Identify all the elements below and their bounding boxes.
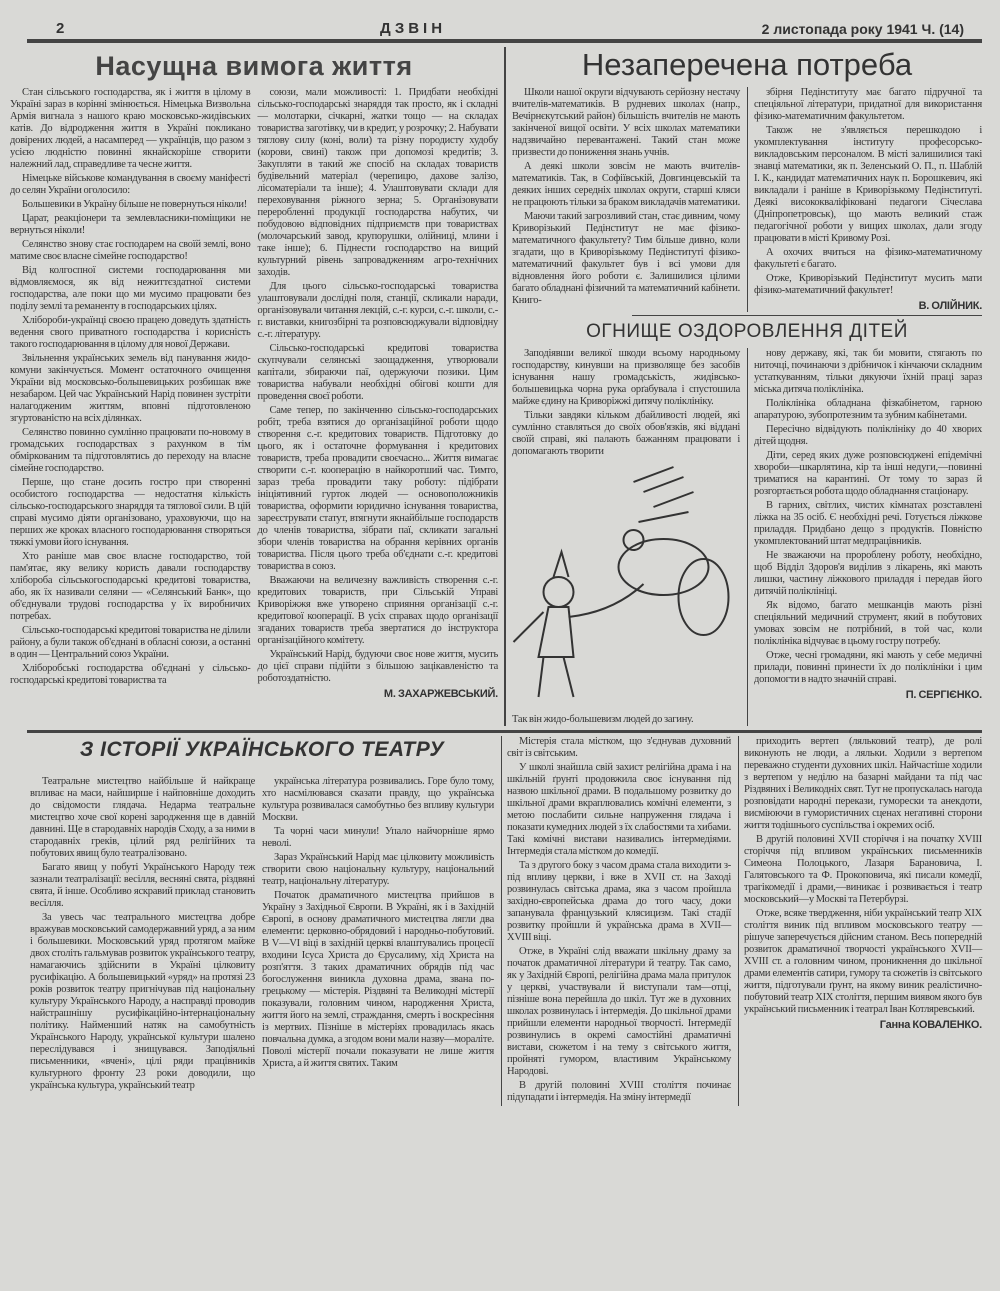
paragraph: Царат, реакціонери та землевласники-поміщики не вернуться ніколи!	[10, 213, 251, 236]
paragraph: Від колгоспної системи господарювання ми відмовляємося, як від нежиттєздатної системи господарства, але поки що ми мусимо працювати без поділу землі та реманенту в господарських цілях.	[10, 265, 251, 312]
paragraph: Український Нарід, будуючи своє нове життя, мусить до цієї справи підійти з більшою зацікавленістю та роботоздатністю.	[257, 649, 498, 684]
author-signature: Ганна КОВАЛЕНКО.	[879, 1019, 982, 1031]
paragraph: Отже, в Україні слід вважати шкільну драму за початок драматичної літератури й театру. Так само, як у Західній Європі, релігійна драма мала притулок у церкві, участвували й виступали там—отці, пізніше вона перейшла до шкіл. Тут же в духовних школах розвинулась і інтермедія. До шкільної драми прийшли елементи народньої творчості. Інтермедії розвинулись в окремі самостійні драматичні вистави, сюжетом і на тему з світського життя, пройняті гумором, властивим Українському Народові.	[507, 946, 731, 1077]
paragraph: За увесь час театрального мистецтва добре вражував московський самодержавний уряд, а за ним і большевики. Московський уряд протягом майже двох століть гальмував розвиток українського театру, намагаючись здійснити в Україні цілковиту русифікацію. А большевицький «уряд» на протязі 23 років розвиток театру пригнічував під національну культуру Українського Народу, а насправді проводив найстрашнішу русифікаційно-інтернаціональну політику. Найменший натяк на самобутність Українського Народу, української культури шалено переслідувався і знищувався. Заподіяльні письменники, «вчені», цілі ряди працівників культурного фронту 23 роки доводили, що українська культура, український театр	[30, 912, 255, 1091]
paragraph: Отже, Криворізький Педінститут мусить мати фізико-математичний факультет!	[754, 273, 982, 296]
paragraph: В гарних, світлих, чистих кімнатах розставлені ліжка на 35 осіб. Є необхідні речі. Готується ліжкове приладдя. Придбано дещо з продуктів. Повністю укомплектований штат медпрацівників.	[754, 500, 982, 547]
paragraph: Хліборобські господарства об'єднані у сільсько-господарські кредитові товариства та	[10, 663, 251, 686]
cartoon-illustration	[512, 462, 740, 712]
cartoon-caption: Так він жидо-большевизм людей до загину.	[512, 714, 694, 725]
article-ognyshche	[512, 320, 982, 726]
article-teatr	[10, 736, 982, 1106]
paragraph: Початок драматичного мистецтва прийшов в Україну з Західньої Європи. В Україні, як і в Західній Європі, в основу драматичного мистецтва лягли два елементи: церковно-обрядовий і народньо-побутовий. В V—VI віці в західній церкві влаштувались процесії входини Ісуса Христа до Єрусалиму, хід Христа на розп'яття. З таких драматичних обрядів під час богослуження виникла духовна драма, звана по-грецькому — містерія. Різдвяні та Великодні містерії показували, головним чином, народження Христа, життя його на землі, страждання, смерть і воскресіння із мертвих. Пізніше в містеріях провадилась якась повчальна думка, а згодом вони мали назву—моралітe. Поволі містерії почали показувати не лише життя Христа, а й життя святих. Таким	[262, 890, 494, 1069]
paragraph: Хто раніше мав своє власне господарство, той пам'ятає, яку велику користь давали господарству хлібороба сільськогосподарські кредитові товариства, або, як їх називали селяни — «Селянський Банк», що об'єднували трудові господарства у їх виробничих потребах.	[10, 551, 251, 622]
paragraph: союзи, мали можливості: 1. Придбати необхідні сільсько-господарські знаряддя так просто, як і складні — молотарки, січкарні, жатки тощо — на складах товариства заготівку, чи в кредит, у розрочку; 2. Набувати тяглову силу (коні, воли) та різну породисту худобу (корови, свині) також при допомозі кредитів; 3. Закупляти в такий же спосіб на складах товариств будівельний матеріал (черепицю, дахове залізо, лісоматеріали та інше); 4. Улаштовувати склади для переховування ріжного зерна; 5. Організовувати переробленні продукції господарства набутих, чи побудовою відповідних підприємств при товариствах (молочарський завод, крупорушки, олійниці, млини і таке інше); 6. Піднести господарство на вищий культурний рівень запровадженням агро-технічних заходів.	[257, 87, 498, 278]
right-column	[506, 47, 982, 726]
article-title: ОГНИЩЕ ОЗДОРОВЛЕННЯ ДІТЕЙ	[586, 321, 908, 342]
article-divider	[632, 315, 982, 316]
paragraph: збірня Педінституту має багато підручної та спеціяльної літератури, придатної для використання фізико-математичним факультетом.	[754, 87, 982, 122]
article-column	[738, 736, 982, 1106]
paragraph: У школі знайшла свій захист релігійна драма і на шкільній ґрунті продовжила своє існування під назвою шкільної драми. В подальшому розвитку до шкільної драми вкраплювались комічні елементи, з метою послабити сильне напруження глядача і показати кумедних людей з їх слабостями та хибами. Такі комічні вистави називались інтермедіями. Інтермедія стала містком до комедії.	[507, 762, 731, 857]
paragraph: В другій половині XVIII століття починає підупадати і інтермедія. На зміну інтермедії	[507, 1080, 731, 1103]
paragraph: українська література розвивались. Горе було тому, хто насмілювався сказати правду, що українська культура розвивалася самобутньо без впливу культури Москви.	[262, 776, 494, 823]
paragraph: Містерія стала містком, що з'єднував духовний світ із світським.	[507, 736, 731, 759]
paragraph: Поліклініка обладнана фізкабінетом, гарною апаратурою, зубопротезним та зубним кабінетами.	[754, 398, 982, 421]
paragraph: Також не з'являється перешкодою і укомплектування інституту професорсько-викладовським персоналом. В місті залишилися такі знавці математики, як п. Зеленський О. П., п. Шаблій І. К., кандидат математичних наук п. Борошкевич, які викладали і раніше в Криворізькому Педінституті. Деякі висококваліфіковані педагоги Січеслава (Дніпропетровськ), що мають великий стаж педагогічної роботи у вищих школах, дали згоду працювати в місті Кривому Розі.	[754, 125, 982, 244]
paragraph: Стан сільського господарства, як і життя в цілому в Україні зараз в корінні змінюється. Німецька Визвольна Армія вигнала з нашого краю московсько-жидівських катів. До відродження життя в Україні покликано довірених людей, а насамперед — українців, що разом з усією людністю повинні якнайскоріше створити належний лад, справедливе та чесне життя.	[10, 87, 251, 170]
paragraph: Для цього сільсько-господарські товариства улаштовували дослідні поля, станції, скликали наради, організовували читання лекцій, с.-г. курси, с.-г. школи, с.-г. виставки, книгозбірні та розповсюджували відповідну с.-г. літературу.	[257, 281, 498, 340]
page-header	[10, 20, 982, 37]
paragraph: А охочих вчиться на фізико-математичному факультеті є багато.	[754, 247, 982, 270]
paragraph: Не зважаючи на пророблену роботу, необхідно, щоб Відділ Здоров'я виділив з лікарень, які мають лишки, частину ліжкового приладдя і передав його дитячій поліклініці.	[754, 550, 982, 597]
article-title: Насущна вимога життя	[95, 51, 413, 81]
paragraph: Діти, серед яких дуже розповсюджені епідемічні хвороби—шкарлятина, кір та інші недуги,—повинні триматися на карантині. От тому то зараз й розгортається робота щодо обладнання стаціонару.	[754, 450, 982, 497]
paragraph: Перше, що стане досить гостро при створенні особистого господарства — недостатня кількість сільсько-господарського знаряддя та тяглової сили. В цій справі мусимо діяти організовано, ураховуючи, що на перших же кроках власного господарювання створяться тяжкі умови його існування.	[10, 477, 251, 548]
paragraph: Большевики в Україну більше не повернуться ніколи!	[22, 199, 248, 210]
article-column	[262, 776, 494, 1106]
article-column	[512, 348, 740, 726]
article-column	[30, 776, 255, 1106]
paragraph: Та з другого боку з часом драма стала виходити з-під впливу церкви, і вже в XVII ст. на Заході розвинулась світська драма, яка з часом пройшла західно-європейська драма до того часу, доки запанувала французький клясицизм. Такі стадії розвитку пройшли й українська драма в XVII—XVIII віці.	[507, 860, 731, 943]
article-column	[501, 736, 731, 1106]
article-title: З ІСТОРІЇ УКРАЇНСЬКОГО ТЕАТРУ	[79, 738, 445, 761]
issue-date: 2 листопада року 1941 Ч. (14)	[761, 21, 964, 37]
paragraph: Багато явищ у побуті Українського Народу теж зазнали театралізації: весілля, весняні свята, різдвяні свята, й інше. Особливо яскравий приклад становить весілля.	[30, 862, 255, 909]
paragraph: приходить вертеп (ляльковий театр), де ролі виконують не люди, а ляльки. Ходили з вертепом переважно студенти духовних шкіл. Найчастіше ходили з вертепом у неділю на базарні майдани та під час Різдвяних і Великодніх свят. Тут не пропускалась нагода розповідати народні перекази, гуморески та анекдоти, висміюючи в гумористичних сценах негативні сторони життя тодішнього суспільства і окремих осіб.	[744, 736, 982, 831]
top-section	[10, 47, 982, 726]
paragraph: Як відомо, багато мешканців мають різні спеціяльний медичний струмент, який в побутових умовах зовсім не потрібний, в той час, коли поліклініка відчуває в цьому гостру потребу.	[754, 600, 982, 647]
article-column	[747, 87, 982, 312]
article-title: Незаперечена потреба	[581, 47, 913, 82]
paragraph: Вважаючи на величезну важливість створення с.-г. кредитових товариств, при Сільській Управі Криворіжжя вже утворено сприяння організації с.-г. кредитової кооперації. В усіх справах щодо організації згаданих товариств треба звертатися до інструктора організаційного комітету.	[257, 575, 498, 646]
paragraph: нову державу, які, так би мовити, стягають по ниточці, починаючи з дрібничок і кінчаючи складним устаткуванням, тільки дякуючи їхній праці зараз міська дитяча поліклініка.	[754, 348, 982, 395]
paragraph: В другій половині XVII сторіччя і на початку XVIII сторіччя під впливом українських письменників Симеона Полоцького, Лазаря Барановича, І. Галятовського та Ф. Прокоповича, які писали комедії, трагікомедії і драми,—виникає і розвивається і театр московський—у Москві та Петербурзі.	[744, 834, 982, 905]
paragraph: Та чорні часи минули! Упало найчорніше ярмо неволі.	[262, 826, 494, 849]
paragraph: Школи нашої округи відчувають серйозну нестачу вчителів-математиків. В рудневих школах (напр., Вечірнєкутський район) більшість вчителів не мають закінченої вищої освіти. У всіх школах математики надзвичайно перевантажені. Такий стан може призвести до пониження знань учнів.	[512, 87, 740, 158]
paragraph: Хлібороби-українці своєю працею доведуть здатність ведення свого приватного господарства і корисність такого господарювання в цілому для нової Держави.	[10, 315, 251, 350]
paragraph: А деякі школи зовсім не мають вчителів-математиків. Так, в Софіївській, Довгинцевській та деяких інших середніх школах округи, старші кляси не працюють тільки за браком викладачів математики.	[512, 161, 740, 208]
page-number: 2	[56, 20, 65, 37]
article-column	[10, 87, 251, 700]
article-column	[747, 348, 982, 726]
paragraph: Звільнення українських земель від панування жидо-комуни закінчується. Момент остаточного очищення України від московсько-большевицьких розбишак вже незабаром. Цей час Український Нарід повинен зустріти налагодженим життям, вповні підготовленою згуртованістю на всіх ділянках.	[10, 353, 251, 424]
paragraph: Зараз Український Нарід має цілковиту можливість створити свою національну культуру, національний театр, національну літературу.	[262, 852, 494, 887]
paragraph: Саме тепер, по закінченню сільсько-господарських робіт, треба взятися до організаційної роботи щодо створення с.-г. кредитових товариств. Підготовку до цього, як і остаточне формування і кредитових товариств, треба провадити своєчасно... Життя вимагає створити с.-г. кооперацію в найкоротший час. Тимто, зараз треба провадити таку роботу: підібрати ініціятивний гурток людей — основоположників товариства, оформити юридично існування товариства, зареєструвати статут, втягнути якнайбільше господарств до членів товариства, зібрати паї, скликати загальні збори членів товариства на обрання керівних органів товариства. Після цього треба об'єднати с.-г. кредитові товариства в союз.	[257, 405, 498, 572]
header-rule	[27, 39, 982, 43]
article-nasushchna	[10, 47, 506, 726]
author-signature: М. ЗАХАРЖЕВСЬКИЙ.	[383, 688, 498, 700]
paragraph: Отже, всяке твердження, ніби український театр XIX століття виник під впливом московського театру — рішуче заперечується дійсним станом. Весь попередній розвиток драматичної творчості українського XVII—XVIII ст. а головним чином, проникнення до шкільної драми елементів сатири, гумору та сюжетів із світського життя, підготували ґрунт, на якому виник реалістично-побутовий театр XIX століття, першим виявом якого був український письменник і театрал Іван Котляревський.	[744, 908, 982, 1015]
paragraph: Німецьке військове командування в своєму маніфесті до селян України оголосило:	[10, 173, 251, 196]
section-rule	[27, 730, 982, 733]
paragraph: Селянство знову стає господарем на своїй землі, воно матиме своє власне сімейне господарство!	[10, 239, 251, 262]
author-signature: В. ОЛІЙНИК.	[918, 300, 982, 312]
author-signature: П. СЕРГІЄНКО.	[905, 689, 982, 701]
article-column	[258, 87, 499, 700]
newspaper-name: ДЗВІН	[379, 20, 447, 37]
paragraph: Пересічно відвідують поліклініку до 40 хворих дітей щодня.	[754, 424, 982, 447]
article-nezaperechena	[512, 47, 982, 316]
paragraph: Сільсько-господарські кредитові товариства скупчували селянські заощадження, утворювали капітали, збираючи паї, одержуючи позики. Цим товариства набували необхідні обігові кошти для проведення своєї роботи.	[257, 343, 498, 402]
paragraph: Сільсько-господарські кредитові товариства не ділили району, а були також об'єднані в обласні союзи, а останні в один — Центральний союз України.	[10, 625, 251, 660]
paragraph: Отже, чесні громадяни, які мають у себе медичні прилади, повинні принести їх до поліклініки і цим допомогти в надто значній справі.	[754, 650, 982, 685]
paragraph: Тільки завдяки кільком дбайливості людей, які сумлінно ставляться до своїх обов'язків, які віддані своїй справі, які палають бажанням працювати і допомагають творити	[512, 410, 740, 457]
paragraph: Маючи такий загрозливий стан, стає дивним, чому Криворізький Педінститут не має фізико-математичного факультету? Тим більше дивно, коли згадати, що в Криворізькому Педінституті фізико-математичний факультет був і всі умови для відновлення його роботи є. Залишилися цілими багато обладнані фізичний та математичний кабінети. Книго-	[512, 211, 740, 306]
paragraph: Селянство повинно сумлінно працювати по-новому в громадських господарствах з рахунком в тім обміркованим та підготовлятись до переходу на власне сімейне господарство.	[10, 427, 251, 474]
paragraph: Заподіявши великої шкоди всьому народньому господарству, кинувши на призволяще без засобів існування нашу громадськість, жидівсько-большевицька чорна рука орґабувала і спустошила майже єдину на Криворіжжі дитячу поліклініку.	[512, 348, 740, 407]
article-column	[512, 87, 740, 312]
paragraph: Театральне мистецтво найбільше й найкраще впливає на маси, найширше і найповніше доходить до свідомости глядача. Недарма театральне мистецтво хоче свої корені зародження ще в давній давнині. Ще в стародавніх народів Сходу, а за ними в стародавніх греків, цілий ряд релігійних та побутових явищ було театралізовано.	[30, 776, 255, 859]
